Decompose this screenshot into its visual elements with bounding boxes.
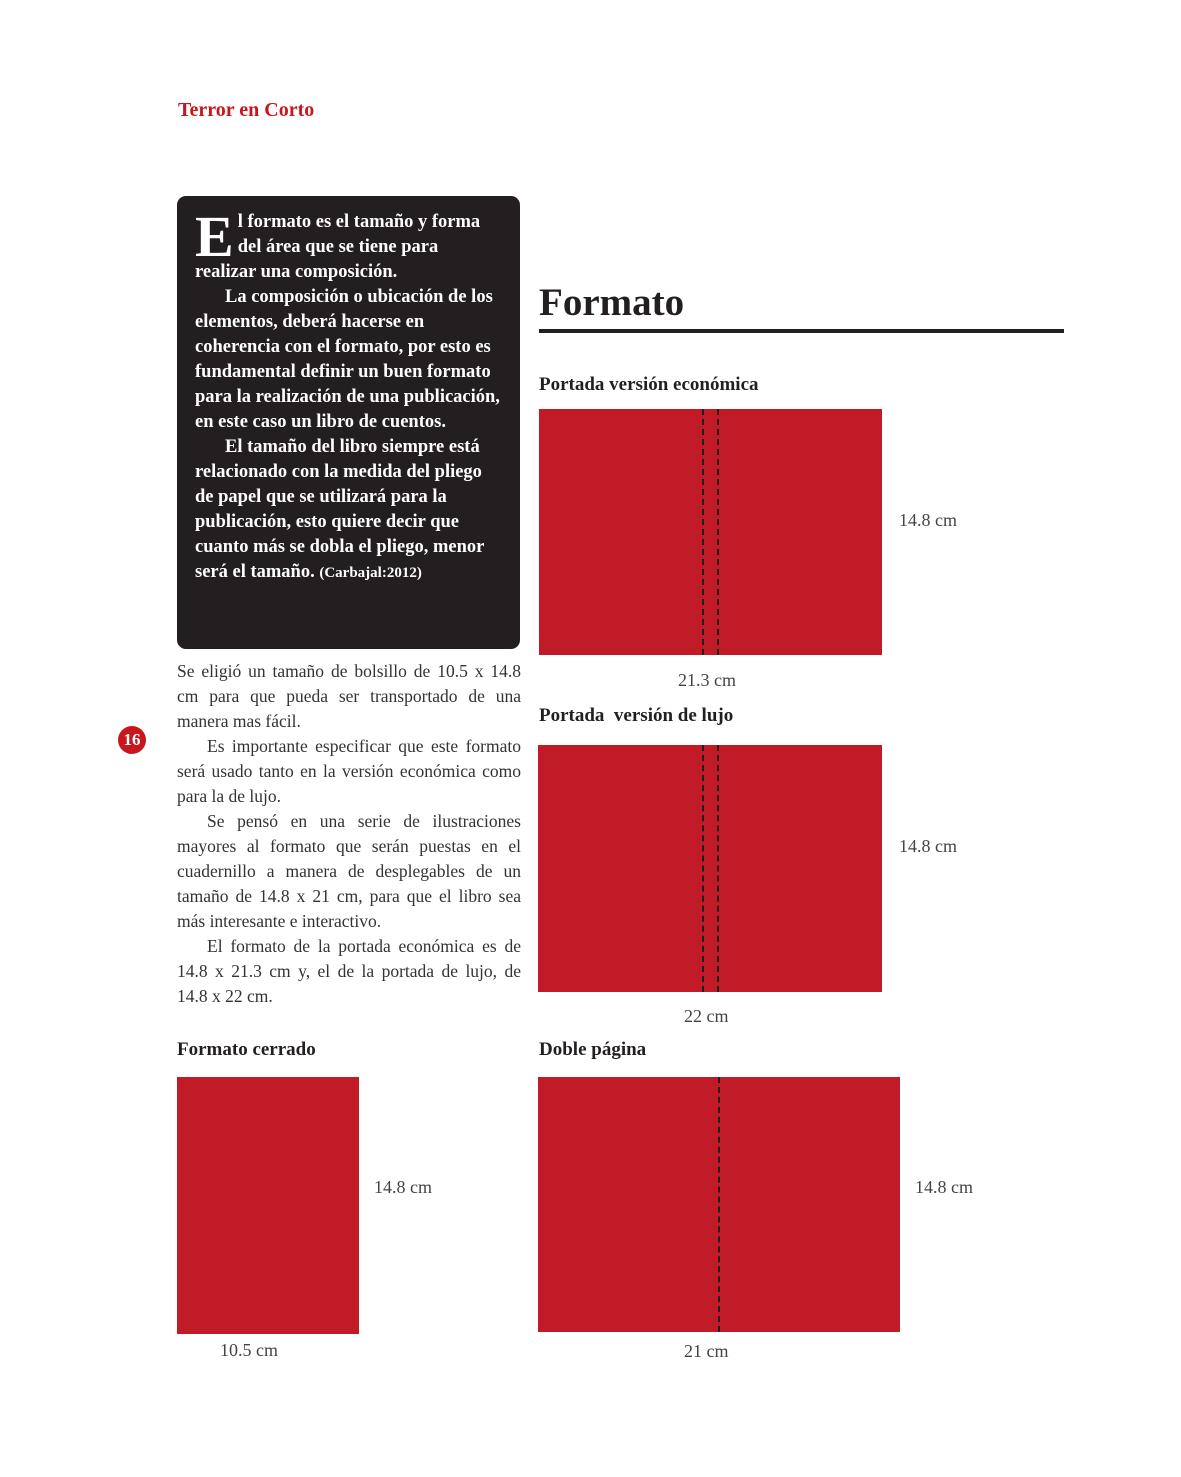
width-dimension: 21 cm xyxy=(684,1341,729,1361)
callout-paragraph-2: La composición o ubicación de los elementos, deberá hacerse en coherencia con el formato, por esto es fundamental definir un buen formato para la realización de una publicación, en este caso un libro de cuentos. xyxy=(195,287,500,432)
body-paragraph: El formato de la portada económica es de 14.8 x 21.3 cm y, el de la portada de lujo, de 14.8 x 22 cm. xyxy=(177,936,521,1006)
width-dimension: 22 cm xyxy=(684,1006,729,1026)
fold-line xyxy=(718,1077,720,1332)
height-dimension: 14.8 cm xyxy=(374,1177,432,1197)
height-dimension: 14.8 cm xyxy=(899,836,957,856)
callout-paragraph-3 xyxy=(195,435,502,586)
body-paragraph: Se pensó en una serie de ilustraciones mayores al formato que serán puestas en el cuadernillo a manera de desplegables de un tamaño de 14.8 x 21 cm, para que el libro sea más interesante e interactivo. xyxy=(177,811,521,931)
citation: (Carbajal:2012) xyxy=(319,565,422,581)
spine-line-right xyxy=(717,409,719,655)
width-dimension: 10.5 cm xyxy=(220,1340,278,1360)
running-header: Terror en Corto xyxy=(178,99,315,121)
body-text xyxy=(177,659,521,1009)
callout-paragraph-1 xyxy=(195,204,502,285)
height-dimension: 14.8 cm xyxy=(915,1177,973,1197)
spine-line-left xyxy=(702,409,704,655)
definition-callout xyxy=(177,196,520,649)
spine-line-left xyxy=(702,745,704,992)
format-diagram-lujo xyxy=(538,745,882,992)
body-paragraph: Es importante especificar que este formato será usado tanto en la versión económica como para la de lujo. xyxy=(177,736,521,806)
format-diagram-cerrado xyxy=(177,1077,359,1334)
page-number: 16 xyxy=(118,726,146,754)
callout-text-1: l formato es el tamaño y forma del área que se tiene para realizar una composición. xyxy=(195,212,481,282)
format-label-cerrado: Formato cerrado xyxy=(177,1039,316,1060)
section-title: Formato xyxy=(539,281,685,324)
height-dimension: 14.8 cm xyxy=(899,510,957,530)
spine-line-right xyxy=(717,745,719,992)
width-dimension: 21.3 cm xyxy=(678,670,736,690)
format-label-lujo: Portada versión de lujo xyxy=(539,705,734,726)
heading-rule xyxy=(539,329,1064,333)
format-label-economica: Portada versión económica xyxy=(539,374,759,395)
body-paragraph: Se eligió un tamaño de bolsillo de 10.5 x 14.8 cm para que pueda ser transportado de una manera mas fácil. xyxy=(177,661,521,731)
callout-text-3: El tamaño del libro siempre está relacionado con la medida del pliego de papel que se utilizará para la publicación, esto quiere decir que cuanto más se dobla el pliego, menor será el tamaño. xyxy=(195,437,484,582)
drop-cap: E xyxy=(195,204,234,269)
format-diagram-economica xyxy=(539,409,882,655)
format-label-doble: Doble página xyxy=(539,1039,647,1060)
